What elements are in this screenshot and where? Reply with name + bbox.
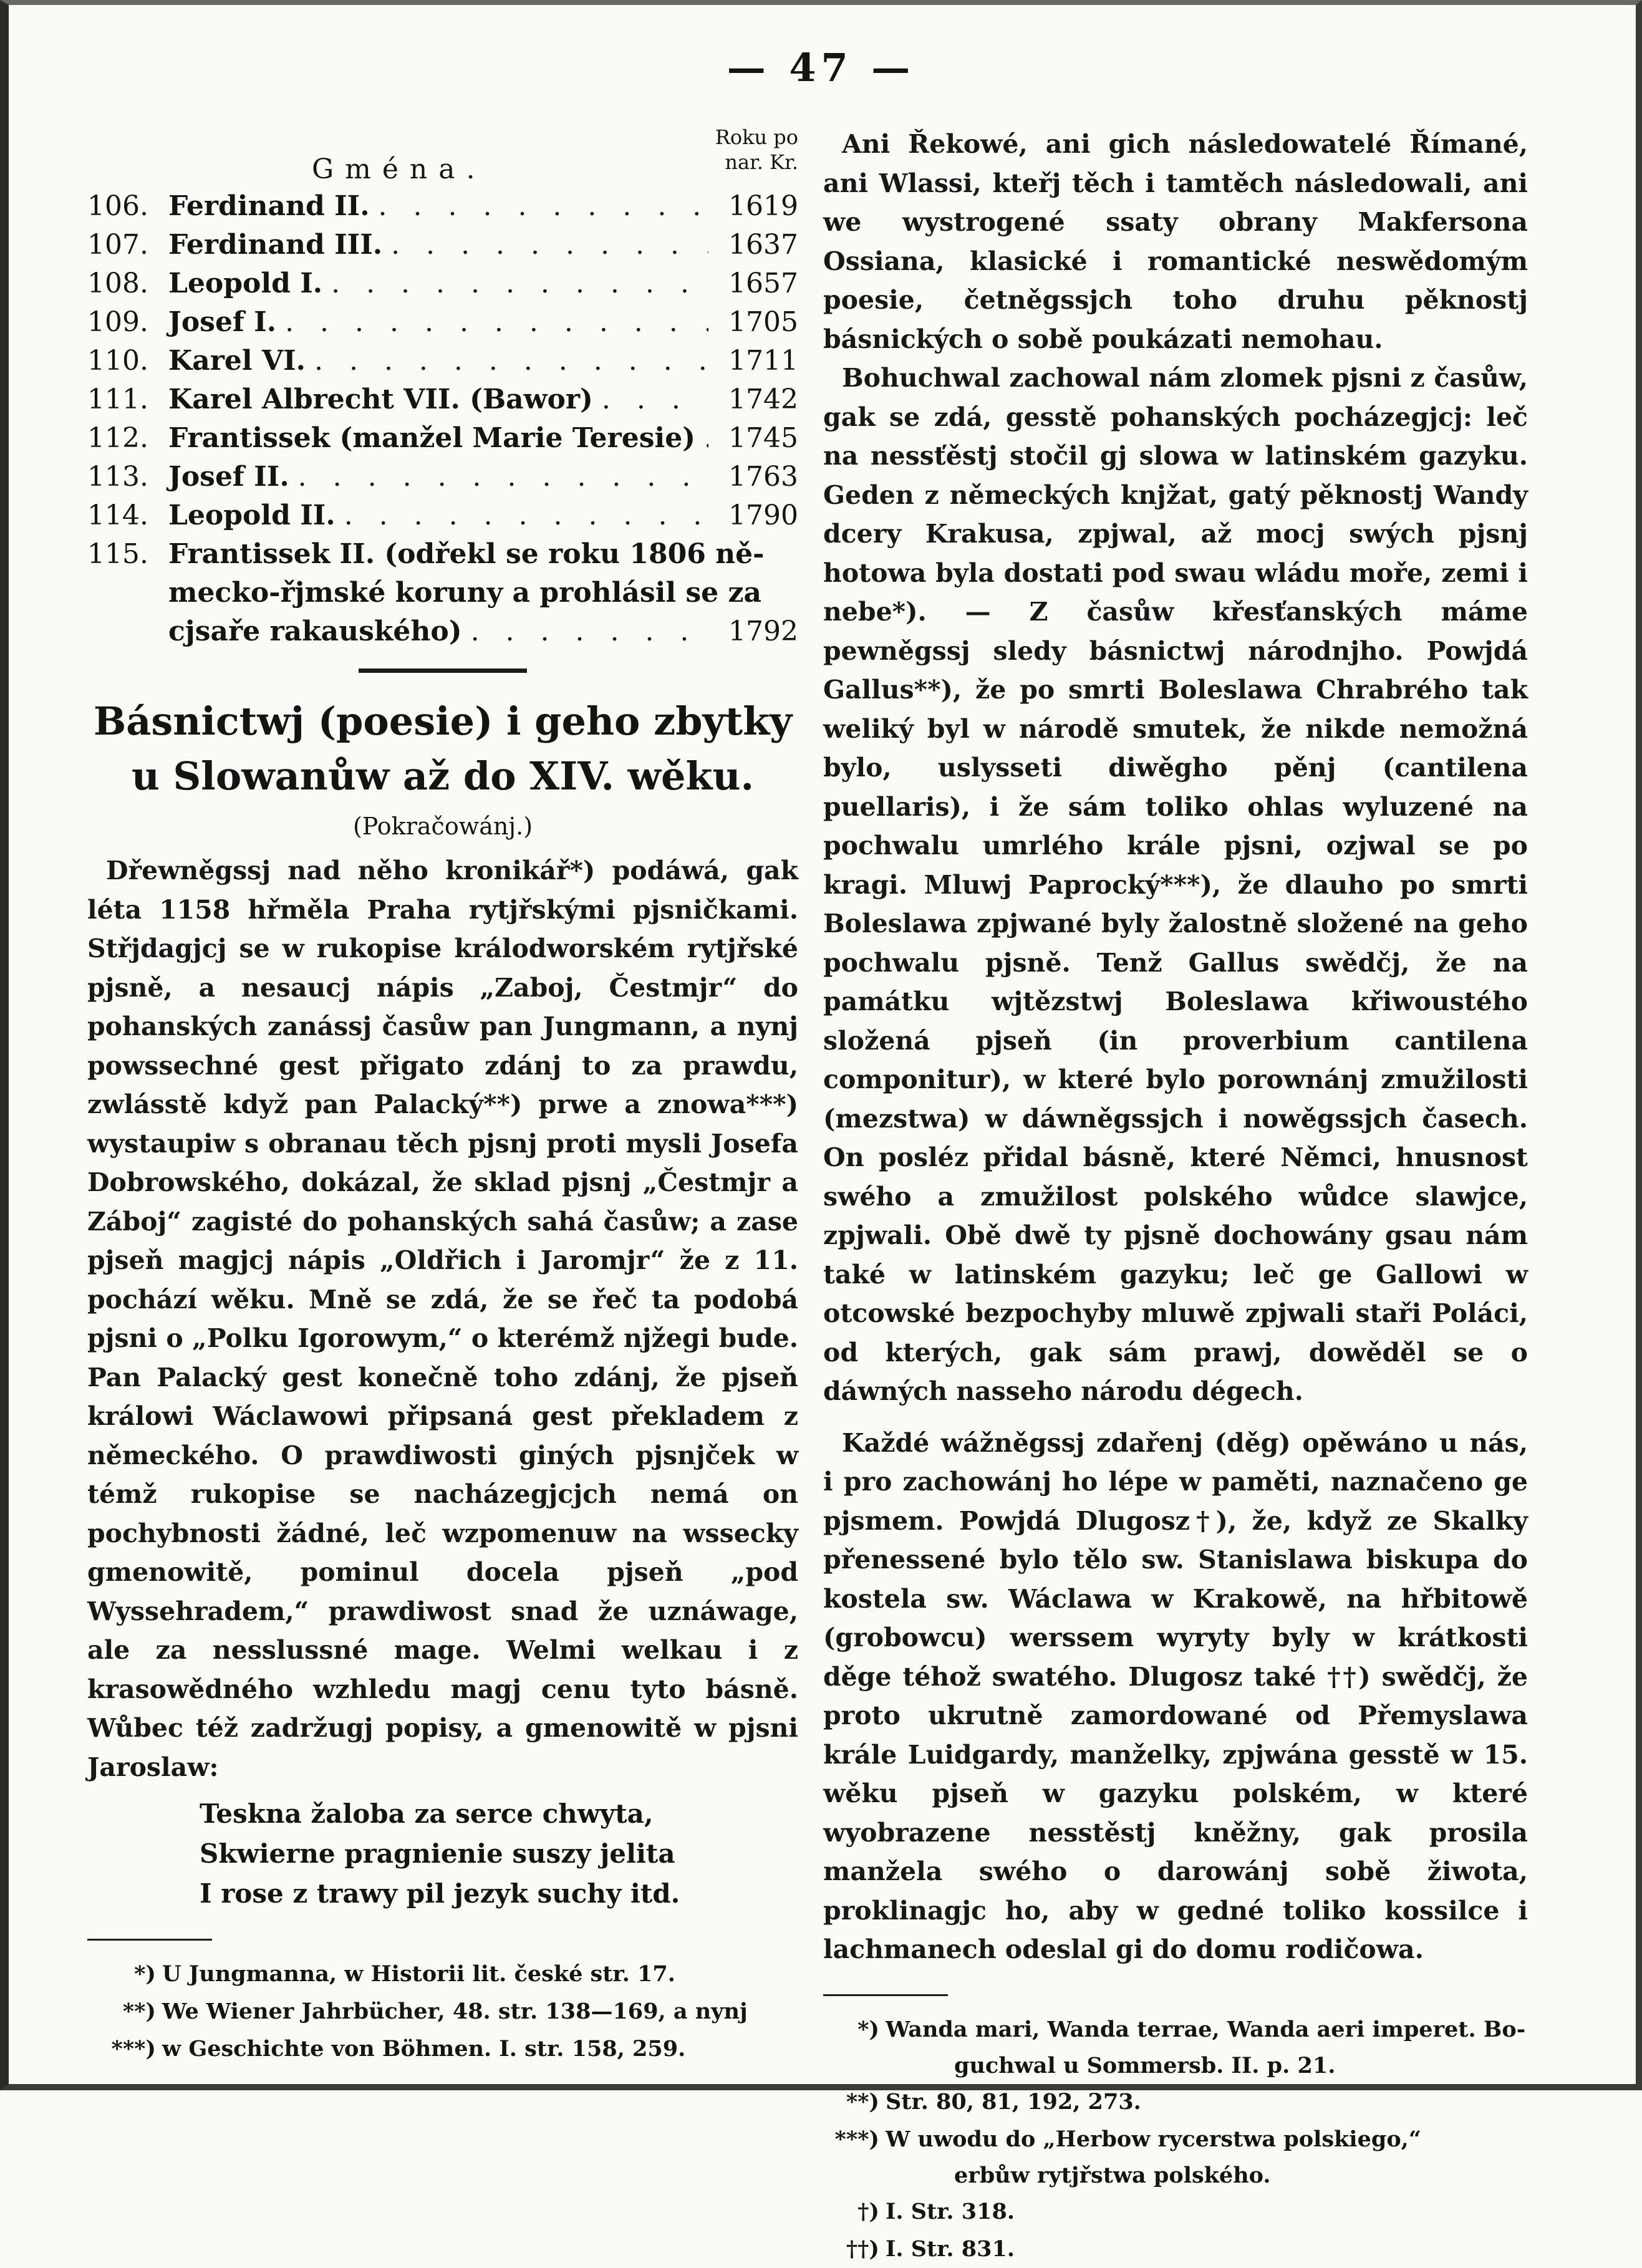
right-paragraph: Bohuchwal zachowal nám zlomek pjsni z časůw, gak se zdá, gesstě pohanských pocházegjcj: leč na nessťěstj stočil gj slowa w latinském gazyku. Geden z německých knjžat, gatý pěknostj Wandy dcery Krakusa, zpjwal, až mocj swých pjsnj hotowa byla dostati pod swau wládu moře, zemi i nebe*). — Z časůw křesťanských máme pewněgssj sledy básnictwj národnjho. Powjdá Gallus**), že po smrti Boleslawa Chrabrého tak weliký byl w národě smutek, že nikde nemožná bylo, uslysseti diwěgho pěnj (cantilena puellaris), i že sám toliko ohlas wyluzené na pochwalu umrlého krále pjsni, ozjwal se po kragi. Mluwj Paprocký***), že dlauho po smrti Boleslawa zpjwané byly žalostně složené na geho pochwalu pjsně. Tenž Gallus swědčj, že na památku wjtězstwj Boleslawa křiwoustého složená pjseň (in proverbium cantilena componitur), w které bylo porownánj zmužilosti (mezstwa) w dáwněgssjch i nowěgssjch časech. On posléz přidal básně, které Němci, hnusnost swého a zmužilost polského wůdce slawjce, zpjwali. Obě dwě ty pjsně dochowány gsau nám také w latinském gazyku; leč ge Gallowi w otcowské bezpochyby mluwě zpjwali staři Poláci, od kterých, gak sám prawj, dowěděl se o dáwných nasseho národu dégech.	[823, 363, 1528, 1406]
footnote-mark: ††)	[846, 2236, 879, 2262]
verse-quote	[200, 1794, 798, 1914]
table-row	[87, 496, 798, 535]
table-row	[87, 419, 798, 458]
footnote-mark: *)	[134, 1961, 156, 1987]
footnote-continuation: erbůw rytjřstwa polského.	[954, 2162, 1271, 2188]
row-year: 1657	[728, 268, 798, 299]
ruler-table	[87, 187, 798, 651]
footnote	[87, 1956, 798, 1993]
row-name: Ferdinand III.	[168, 229, 383, 261]
row-name: Josef II.	[168, 461, 289, 493]
row-name: Leopold I.	[168, 268, 323, 299]
footnote	[823, 2193, 1528, 2231]
leader-dots	[704, 419, 708, 458]
row-year: 1763	[728, 461, 798, 493]
row-name: Josef I.	[168, 306, 277, 338]
footnote-mark: ***)	[111, 2036, 156, 2062]
footnote-text: U Jungmanna, w Historii lit. české str. 17.	[162, 1961, 675, 1987]
footnote-text: Str. 80, 81, 192, 273.	[886, 2088, 1141, 2115]
row-number: 112.	[87, 422, 148, 454]
left-footnotes	[87, 1956, 798, 2068]
leader-dots	[344, 496, 708, 535]
row-year: 1637	[728, 229, 798, 261]
footnote-text: I. Str. 831.	[886, 2236, 1015, 2262]
row-name-line1: Frantissek II. (odřekl se roku 1806 ně-	[168, 538, 765, 570]
verse-line: Teskna žaloba za serce chwyta,	[200, 1798, 654, 1829]
table-row	[87, 342, 798, 380]
footnote-text: W uwodu do „Herbow rycerstwa polskiego,“	[886, 2126, 1421, 2152]
footnote-rule	[87, 1939, 212, 1941]
footnote-text: I. Str. 318.	[886, 2198, 1015, 2224]
footnote-mark: ***)	[834, 2126, 879, 2152]
leader-dots	[331, 264, 708, 303]
row-year: 1619	[728, 190, 798, 222]
footnote-mark: †)	[857, 2198, 879, 2224]
leader-dots	[391, 226, 708, 264]
row-number: 114.	[87, 499, 148, 531]
right-paragraph: Ani Řekowé, ani gich následowatelé Římané, ani Wlassi, kteřj těch i tamtěch následowali, ani we wystrogené ssaty obrany Makfersona Ossiana, klasické i romantické neswědomým poesie, četněgssjch toho druhu pěknostj básnických o sobě poukázati nemohau.	[823, 129, 1528, 354]
left-column	[87, 125, 798, 2068]
footnote-mark: *)	[857, 2016, 879, 2042]
row-name: Frantissek (manžel Marie Teresie)	[168, 422, 696, 454]
left-paragraph: Dřewněgssj nad něho kronikář*) podáwá, gak léta 1158 hřměla Praha rytjřskými pjsničkami. Střjdagjcj se w rukopise králodworském rytjřské pjsně, a nesaucj nápis „Zaboj, Čestmjr“ do pohanských zanássj časůw pan Jungmann, a nynj powssechné gest přigato zdánj to za prawdu, zwlásstě když pan Palacký**) prwe a znowa***) wystaupiw s obranau těch pjsnj proti mysli Josefa Dobrowského, dokázal, že sklad pjsnj „Čestmjr a Záboj“ zagisté do pohanských sahá časůw; a zase pjseň magjcj nápis „Oldřich i Jaromjr“ že z 11. pochází wěku. Mně se zdá, že se řeč ta podobá pjsni o „Polku Igorowym,“ o kterémž njžegi bude. Pan Palacký gest konečně toho zdánj, že pjseň králowi Wáclawowi připsaná gest překladem z německého. O prawdiwosti giných pjsnjček w témž rukopise se nacházegjcjch nemá on pochybnosti žádné, leč wzpomenuw na wssecky gmenowitě, pominul docela pjseň „pod Wyssehradem,“ prawdiwost snad že uznáwage, ale za nesslussné mage. Welmi welkau i z krasowědného wzhledu magj cenu tyto básně. Wůbec též zadržugj popisy, a gmenowitě w pjsni Jaroslaw:	[87, 856, 798, 1782]
section-title: Básnictwj (poesie) i geho zbytky u Slowanůw až do XIV. wěku.	[93, 698, 793, 799]
row-year: 1711	[728, 345, 798, 377]
right-paragraph: Každé wážněgssj zdařenj (děg) opěwáno u nás, i pro zachowánj ho lépe w paměti, naznačeno ge pjsmem. Powjdá Dlugosz†), že, když ze Skalky přenessené bylo tělo sw. Stanislawa biskupa do kostela sw. Wáclawa w Krakowě, na hřbitowě (grobowcu) werssem wyryty byly w krátkosti děge téhož swatého. Dlugosz také ††) swědčj, že proto ukrutně zamordowané od Přemyslawa krále Luidgardy, manželky, zpjwána gesstě w 15. wěku pjseň w gazyku polském, w které wyobrazene nesstěstj kněžny, gak prosila manžela swého o darowánj sobě žiwota, proklinagjc ho, aby w gedné toliko kossilce i lachmanech odeslal gi do domu rodičowa.	[823, 1427, 1528, 1964]
row-year: 1790	[728, 499, 798, 531]
leader-dots	[602, 380, 708, 419]
row-name: Karel Albrecht VII. (Bawor)	[168, 384, 593, 415]
footnote	[87, 2030, 798, 2068]
row-name-line3: cjsaře rakauského)	[168, 615, 462, 647]
row-year: 1742	[728, 384, 798, 415]
row-year: 1792	[728, 615, 798, 647]
leader-dots	[298, 458, 708, 496]
table-row	[87, 303, 798, 342]
row-name: Ferdinand II.	[168, 190, 370, 222]
footnote-continuation: guchwal u Sommersb. II. p. 21.	[954, 2052, 1336, 2078]
header-year: Roku po nar. Kr.	[715, 125, 798, 174]
footnote	[823, 2121, 1528, 2158]
table-row-last	[87, 535, 798, 651]
verse-line: Skwierne pragnienie suszy jelita	[200, 1838, 675, 1869]
footnote	[823, 2083, 1528, 2121]
row-name: Leopold II.	[168, 499, 336, 531]
page-number: — 47 —	[727, 45, 915, 90]
leader-dots	[379, 187, 708, 226]
leader-dots	[314, 342, 708, 380]
table-row	[87, 226, 798, 264]
ruler-table-header	[87, 125, 798, 187]
row-number: 113.	[87, 461, 148, 493]
header-name: Gména.	[312, 153, 486, 185]
table-row	[87, 380, 798, 419]
leader-dots	[285, 303, 708, 342]
footnote-rule	[823, 1994, 948, 1996]
row-name-line2: mecko-řjmské koruny a prohlásil se za	[168, 577, 761, 609]
row-year: 1705	[728, 306, 798, 338]
row-number: 111.	[87, 384, 148, 415]
footnote	[823, 2231, 1528, 2268]
footnote	[823, 2011, 1528, 2048]
table-row	[87, 458, 798, 496]
row-number: 109.	[87, 306, 148, 338]
section-divider	[359, 668, 527, 673]
row-name: Karel VI.	[168, 345, 306, 377]
footnote-mark: **)	[846, 2088, 879, 2115]
verse-line: I rose z trawy pil jezyk suchy itd.	[200, 1878, 680, 1909]
row-year: 1745	[728, 422, 798, 454]
table-row	[87, 187, 798, 226]
footnote-text: Wanda mari, Wanda terrae, Wanda aeri imperet. Bo-	[886, 2016, 1526, 2042]
footnote-text: w Geschichte von Böhmen. I. str. 158, 259.	[162, 2036, 686, 2062]
footnote-mark: **)	[122, 1999, 156, 2024]
table-row	[87, 264, 798, 303]
row-number: 106.	[87, 190, 148, 222]
right-footnotes	[823, 2011, 1528, 2268]
row-number: 107.	[87, 229, 148, 261]
row-final-line	[87, 612, 798, 651]
leader-dots	[471, 612, 708, 651]
continued-label: (Pokračowánj.)	[352, 813, 533, 840]
row-number: 110.	[87, 345, 148, 377]
row-number: 108.	[87, 268, 148, 299]
row-number: 115.	[87, 538, 148, 570]
right-column	[823, 125, 1528, 2268]
footnote-text: We Wiener Jahrbücher, 48. str. 138—169, a nynj	[162, 1999, 748, 2024]
footnote	[87, 1993, 798, 2030]
